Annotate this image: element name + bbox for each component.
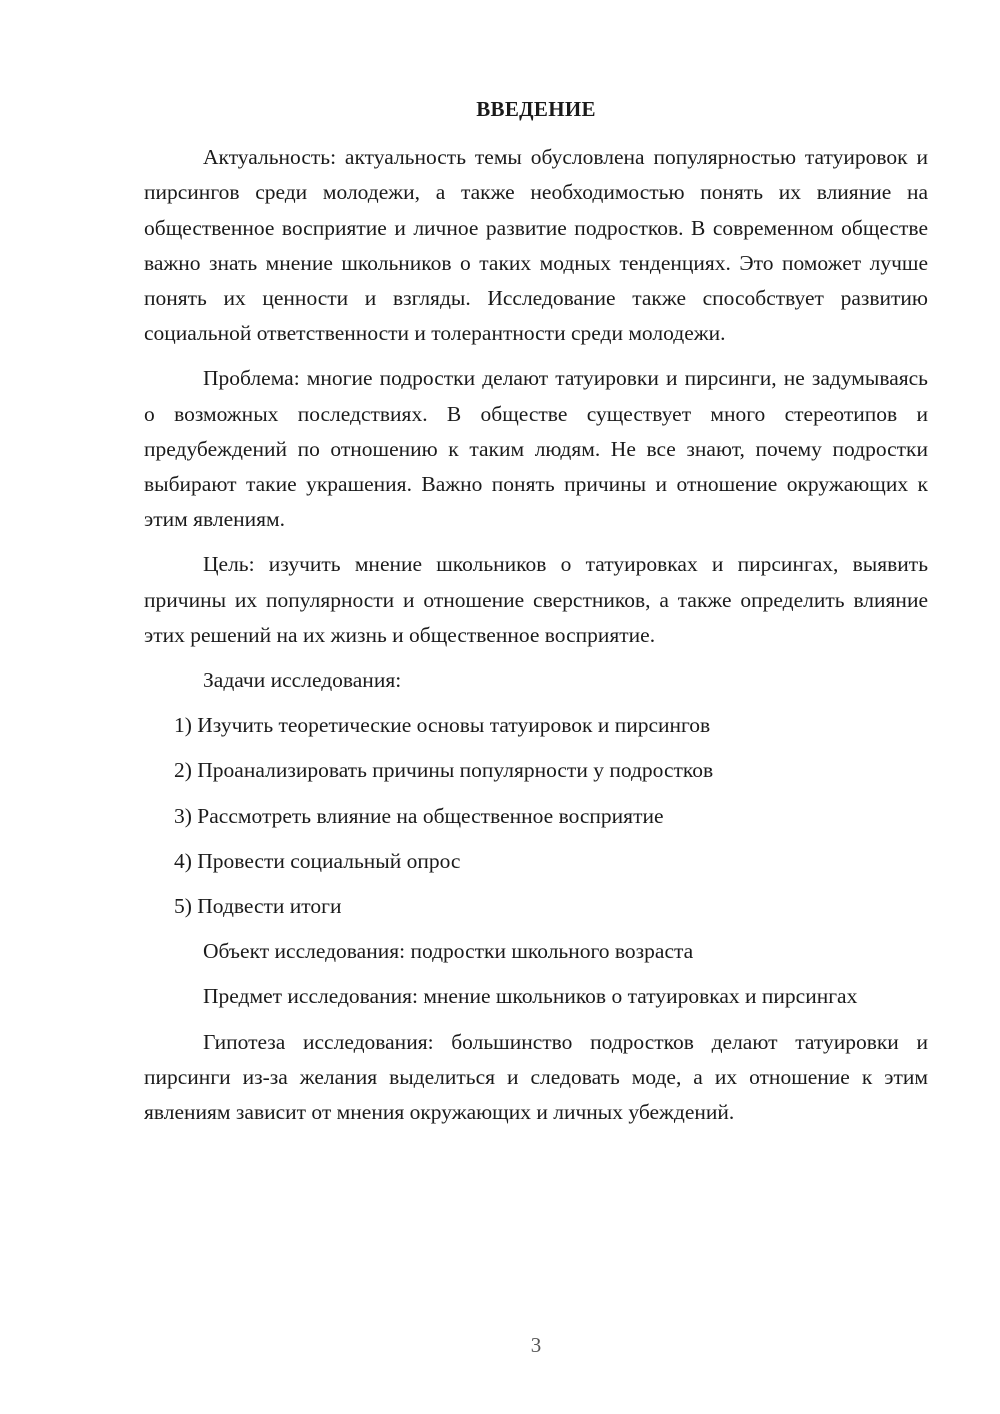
hypothesis-paragraph: Гипотеза исследования: большинство подростков делают татуировки и пирсинги из-за желания выделиться и следовать моде, а их отношение к этим явлениям зависит от мнения окружающих и личных убеждений. — [144, 1029, 928, 1125]
object-paragraph: Объект исследования: подростки школьного возраста — [203, 939, 694, 964]
task-item: 4) Провести социальный опрос — [174, 848, 461, 873]
section-title: ВВЕДЕНИЕ — [476, 97, 596, 121]
task-item: 5) Подвести итоги — [174, 894, 342, 919]
document-page — [144, 92, 928, 1140]
subject-paragraph: Предмет исследования: мнение школьников о татуировках и пирсингах — [203, 984, 858, 1009]
relevance-paragraph: Актуальность: актуальность темы обусловлена популярностью татуировок и пирсингов среди молодежи, а также необходимостью понять их влияние на общественное восприятие и личное развитие подростков. В современном обществе важно знать мнение школьников о таких модных тенденциях. Это поможет лучше понять их ценности и взгляды. Исследование также способствует развитию социальной ответственности и толерантности среди молодежи. — [144, 145, 928, 346]
tasks-list — [144, 708, 928, 924]
task-item: 2) Проанализировать причины популярности у подростков — [174, 758, 714, 783]
tasks-heading: Задачи исследования: — [203, 668, 402, 693]
task-item: 3) Рассмотреть влияние на общественное восприятие — [174, 803, 664, 828]
problem-paragraph: Проблема: многие подростки делают татуировки и пирсинги, не задумываясь о возможных последствиях. В обществе существует много стереотипов и предубеждений по отношению к таким людям. Не все знают, почему подростки выбирают такие украшения. Важно понять причины и отношение окружающих к этим явлениям. — [144, 366, 928, 532]
task-item: 1) Изучить теоретические основы татуировок и пирсингов — [174, 713, 711, 738]
goal-paragraph: Цель: изучить мнение школьников о татуировках и пирсингах, выявить причины их популярности и отношение сверстников, а также определить влияние этих решений на их жизнь и общественное восприятие. — [144, 552, 928, 647]
page-number: 3 — [530, 1333, 542, 1357]
